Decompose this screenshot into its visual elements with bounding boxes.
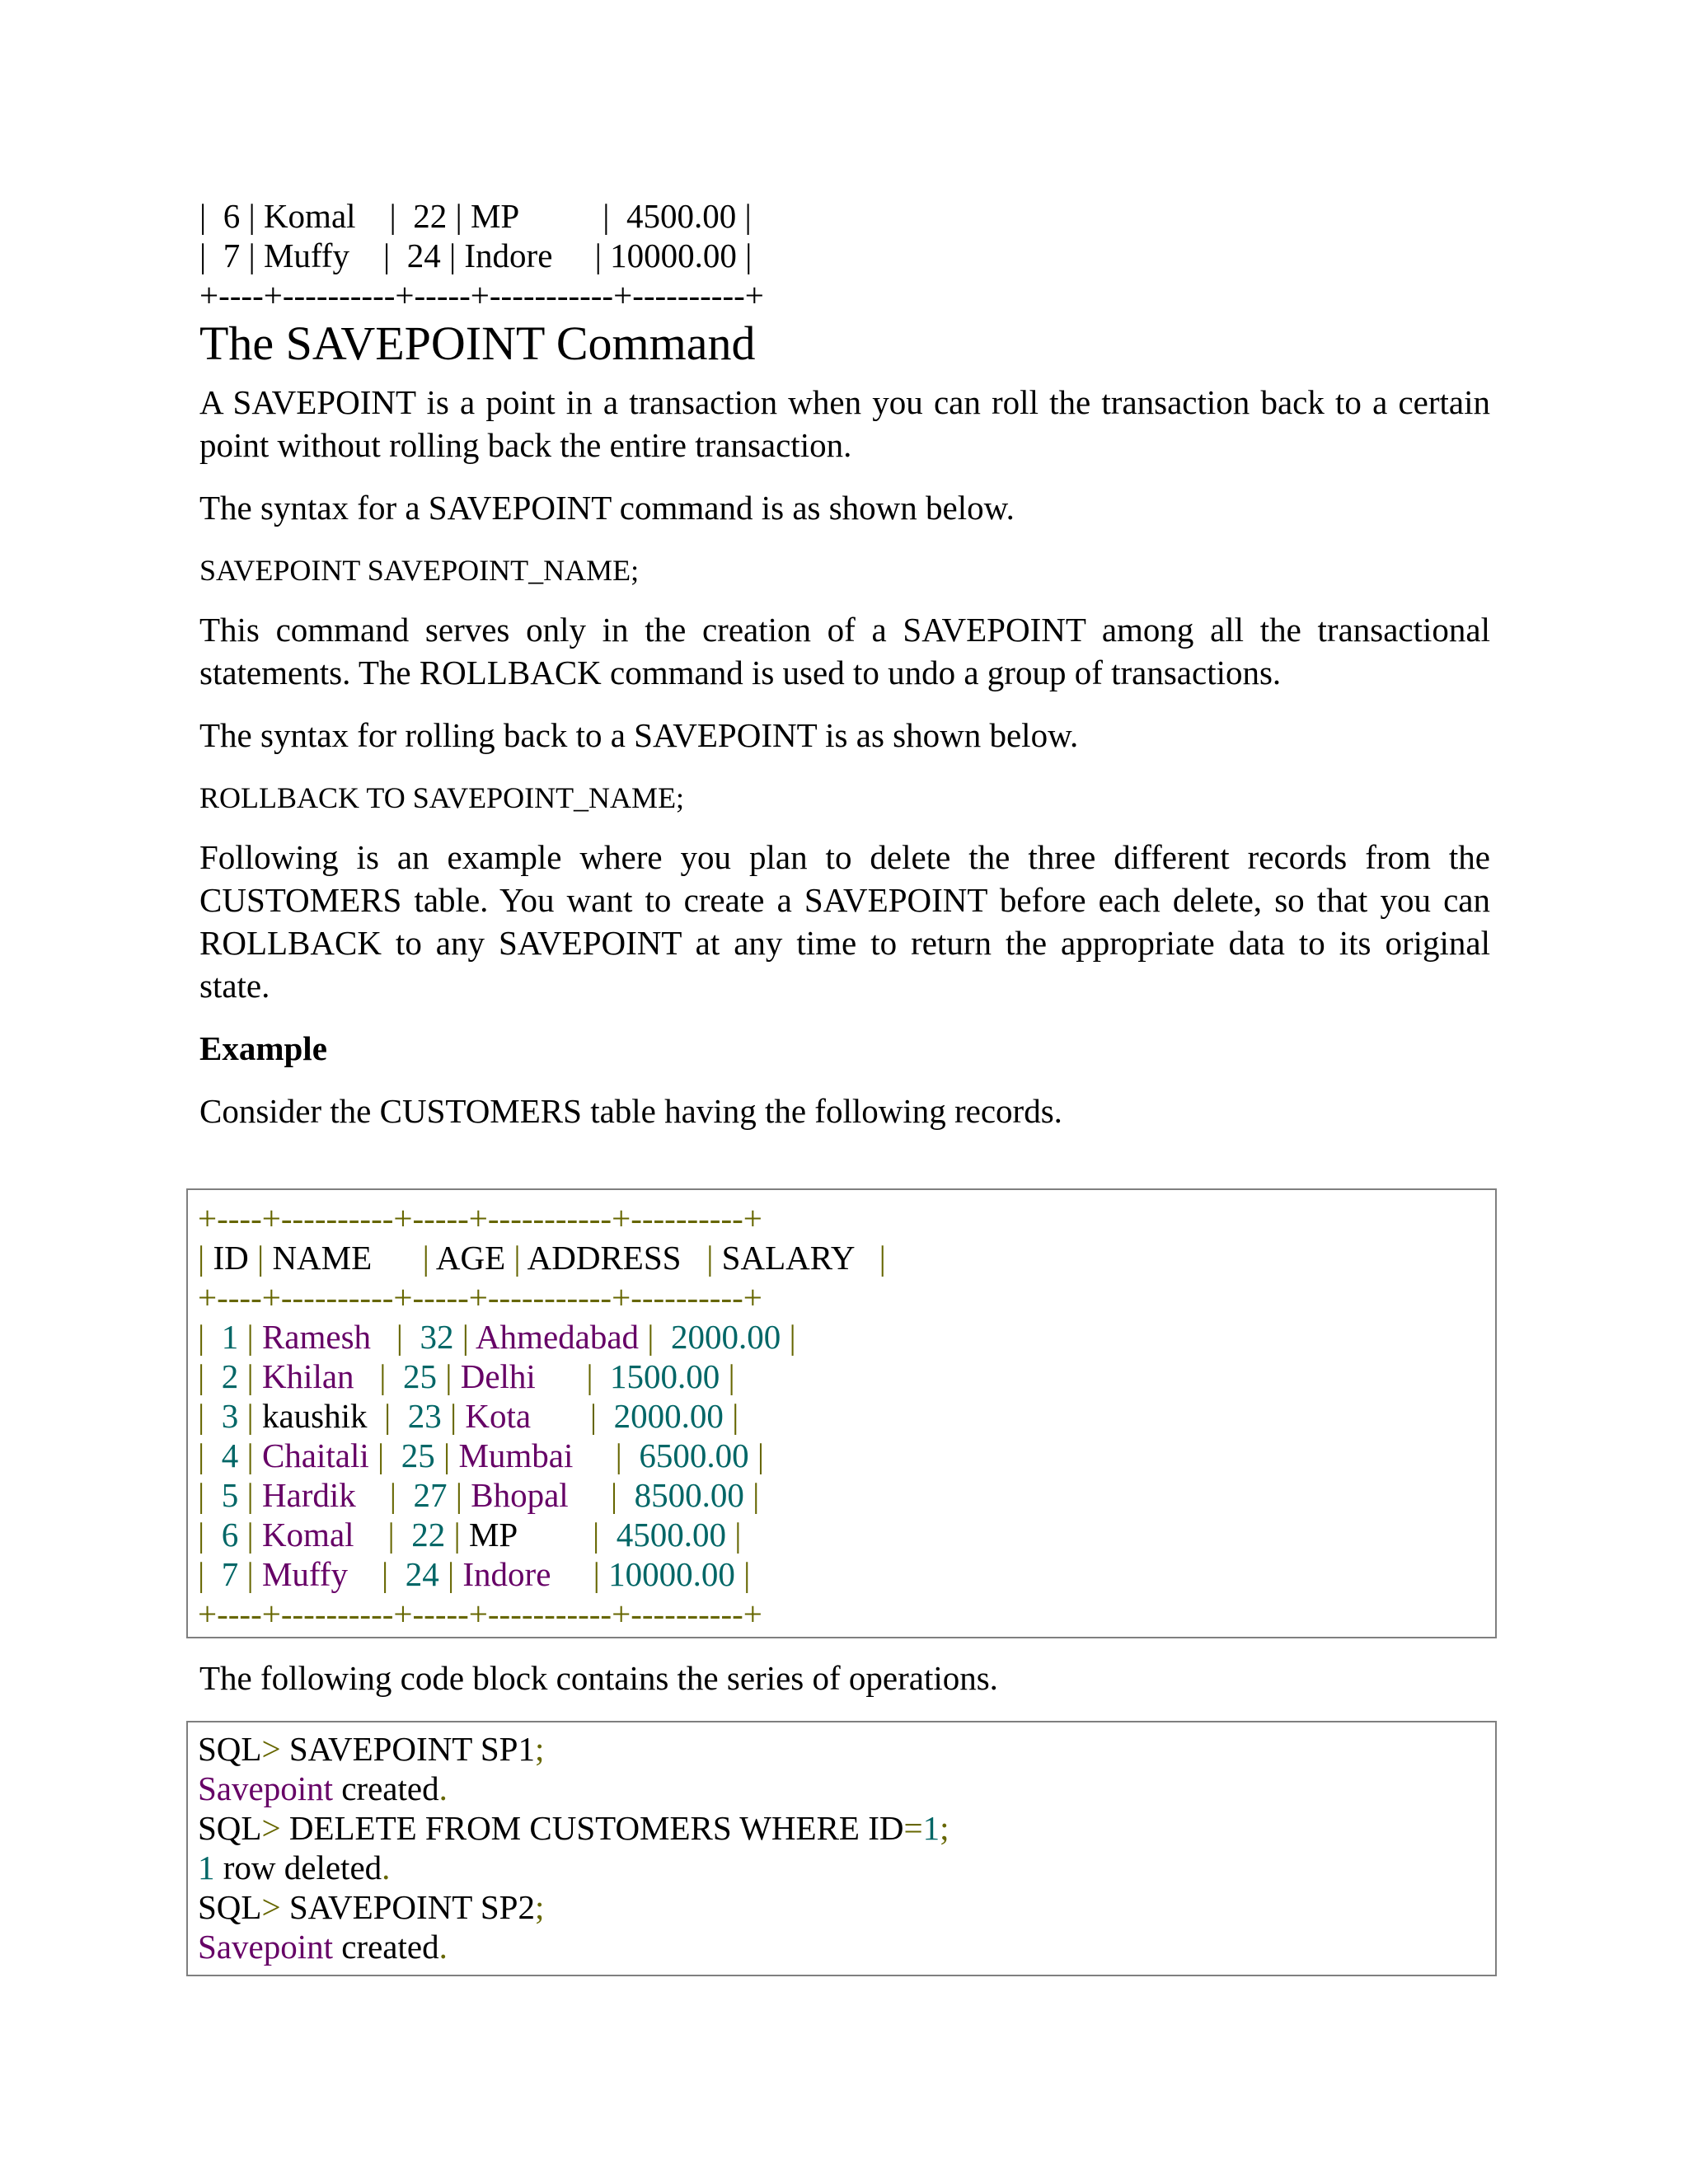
table-row: | 7 | Muffy | 24 | Indore | 10000.00 | [198, 1555, 751, 1593]
code-line: SQL> SAVEPOINT SP1; [198, 1730, 545, 1768]
table-fragment [199, 196, 1490, 315]
example-heading: Example [199, 1029, 327, 1067]
code-line: SQL> SAVEPOINT SP2; [198, 1888, 545, 1926]
paragraph-syntax-intro: The syntax for a SAVEPOINT command is as shown below. [199, 489, 1015, 527]
syntax-rollback: ROLLBACK TO SAVEPOINT_NAME; [199, 781, 685, 814]
paragraph-code-intro: The following code block contains the series of operations. [199, 1659, 998, 1697]
table-row: | 5 | Hardik | 27 | Bhopal | 8500.00 | [198, 1476, 760, 1514]
document-page [199, 196, 1490, 1132]
table-header-row: | ID | NAME | AGE | ADDRESS | SALARY | [198, 1239, 886, 1277]
table-border: +----+----------+-----+-----------+----------+ [198, 1595, 762, 1633]
code-line: 1 row deleted. [198, 1849, 391, 1886]
paragraph-example-intro: Following is an example where you plan to delete the three different records from the CUSTOMERS table. You want to create a SAVEPOINT before each delete, so that you can ROLLBACK to any SAVEPOINT at any time to return the appropriate data to its original state. [199, 838, 1490, 1005]
table-row: | 1 | Ramesh | 32 | Ahmedabad | 2000.00 | [198, 1318, 796, 1356]
table-row: | 6 | Komal | 22 | MP | 4500.00 | [199, 197, 752, 235]
syntax-savepoint: SAVEPOINT SAVEPOINT_NAME; [199, 554, 640, 587]
paragraph-command-role: This command serves only in the creation of a SAVEPOINT among all the transactional statements. The ROLLBACK command is used to undo a group of transactions. [199, 611, 1490, 691]
paragraph-consider-table: Consider the CUSTOMERS table having the following records. [199, 1092, 1062, 1130]
paragraph-rollback-syntax-intro: The syntax for rolling back to a SAVEPOINT is as shown below. [199, 716, 1079, 754]
table-border: +----+----------+-----+-----------+----------+ [198, 1278, 762, 1316]
customers-table-box [186, 1188, 1497, 1638]
table-row: | 4 | Chaitali | 25 | Mumbai | 6500.00 | [198, 1436, 765, 1474]
code-line: SQL> DELETE FROM CUSTOMERS WHERE ID=1; [198, 1809, 950, 1847]
code-line: Savepoint created. [198, 1769, 448, 1807]
table-row: | 3 | kaushik | 23 | Kota | 2000.00 | [198, 1397, 739, 1435]
table-border: +----+----------+-----+-----------+----------+ [199, 276, 764, 314]
paragraph-definition: A SAVEPOINT is a point in a transaction when you can roll the transaction back to a certain point without rolling back the entire transaction. [199, 383, 1490, 464]
code-line: Savepoint created. [198, 1928, 448, 1966]
table-row: | 2 | Khilan | 25 | Delhi | 1500.00 | [198, 1357, 735, 1395]
table-row: | 7 | Muffy | 24 | Indore | 10000.00 | [199, 237, 753, 274]
table-border: +----+----------+-----+-----------+----------+ [198, 1199, 762, 1237]
code-block-box [186, 1721, 1497, 1976]
section-title: The SAVEPOINT Command [199, 316, 756, 370]
table-row: | 6 | Komal | 22 | MP | 4500.00 | [198, 1516, 742, 1554]
